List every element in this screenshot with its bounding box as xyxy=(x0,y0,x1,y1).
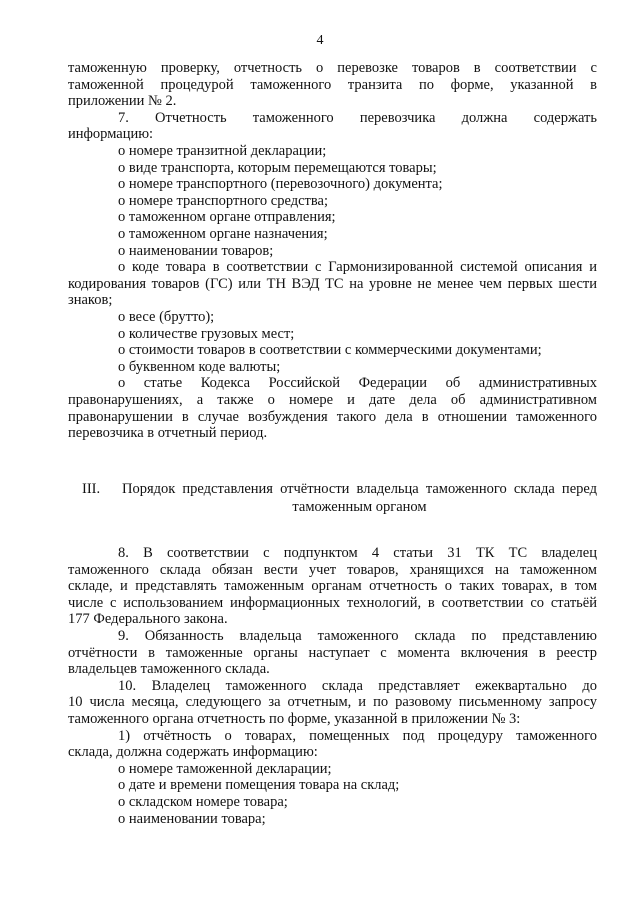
text-line: о таможенном органе отправления; xyxy=(118,209,336,226)
text-line: кодирования товаров (ГС) или ТН ВЭД ТС на уровне не менее чем первых шести xyxy=(68,275,597,292)
text-line: приложении № 2. xyxy=(68,93,177,110)
text-line: владельцев таможенного склада. xyxy=(68,661,270,678)
text-line: о номере транзитной декларации; xyxy=(118,143,327,159)
text-line: о стоимости товаров в соответствии с коммерческими документами; xyxy=(118,342,542,359)
text-line: правонарушениях, а также о номере и дате дела об административном xyxy=(68,392,597,408)
section-heading-number: III. xyxy=(82,481,101,497)
text-line: о номере таможенной декларации; xyxy=(118,760,332,777)
text-line: о виде транспорта, которым перемещаются товары; xyxy=(118,159,437,176)
text-line: 9. Обязанность владельца таможенного склада по представлению xyxy=(118,628,597,644)
text-line: о статье Кодекса Российской Федерации об административных xyxy=(118,375,597,392)
text-line: таможенной процедурой таможенного транзита по форме, указанной в xyxy=(68,76,597,93)
text-line: о таможенном органе назначения; xyxy=(118,226,328,242)
text-line: 1) отчётность о товарах, помещенных под процедуру таможенного xyxy=(118,727,597,744)
text-line: числе с использованием информационных технологий, в соответствии со статьёй xyxy=(68,594,597,611)
text-line: о дате и времени помещения товара на склад; xyxy=(118,777,400,794)
text-line: о весе (брутто); xyxy=(118,309,215,325)
text-line: о складском номере товара; xyxy=(118,794,288,810)
text-line: о коде товара в соответствии с Гармонизированной системой описания и xyxy=(118,259,597,276)
page-number: 4 xyxy=(316,33,324,48)
text-line: о номере транспортного средства; xyxy=(118,192,329,209)
section-heading-line: таможенным органом xyxy=(292,499,427,515)
text-line: правонарушении в случае возбуждения такого дела в отношении таможенного xyxy=(68,408,597,425)
text-line: перевозчика в отчетный период. xyxy=(68,425,268,442)
text-line: таможенную проверку, отчетность о перевозке товаров в соответствии с xyxy=(68,60,597,76)
text-line: таможенного склада обязан вести учет товаров, хранящихся на таможенном xyxy=(68,561,597,578)
text-line: склада, должна содержать информацию: xyxy=(68,744,318,761)
text-line: таможенного органа отчетность по форме, указанной в приложении № 3: xyxy=(68,711,521,727)
text-line: информацию: xyxy=(68,126,154,143)
text-line: 10 числа месяца, следующего за отчетным, и по разовому письменному запросу xyxy=(68,694,597,711)
text-line: 8. В соответствии с подпунктом 4 статьи 31 ТК ТС владелец xyxy=(118,545,597,561)
text-line: о номере транспортного (перевозочного) документа; xyxy=(118,176,443,193)
text-line: знаков; xyxy=(68,292,113,309)
text-line: складе, и представлять таможенным органам отчетность о таких товарах, в том xyxy=(68,578,597,595)
text-line: о наименовании товаров; xyxy=(118,242,274,259)
text-line: отчётности в таможенные органы наступает с момента включения в реестр xyxy=(68,644,597,661)
text-line: 7. Отчетность таможенного перевозчика должна содержать xyxy=(118,109,597,126)
section-heading-line: Порядок представления отчётности владельца таможенного склада перед xyxy=(122,481,597,497)
text-line: о наименовании товара; xyxy=(118,810,266,827)
text-line: 177 Федерального закона. xyxy=(68,611,228,628)
text-line: 10. Владелец таможенного склада представляет ежеквартально до xyxy=(118,677,597,694)
text-line: о количестве грузовых мест; xyxy=(118,325,295,342)
text-line: о буквенном коде валюты; xyxy=(118,358,281,375)
